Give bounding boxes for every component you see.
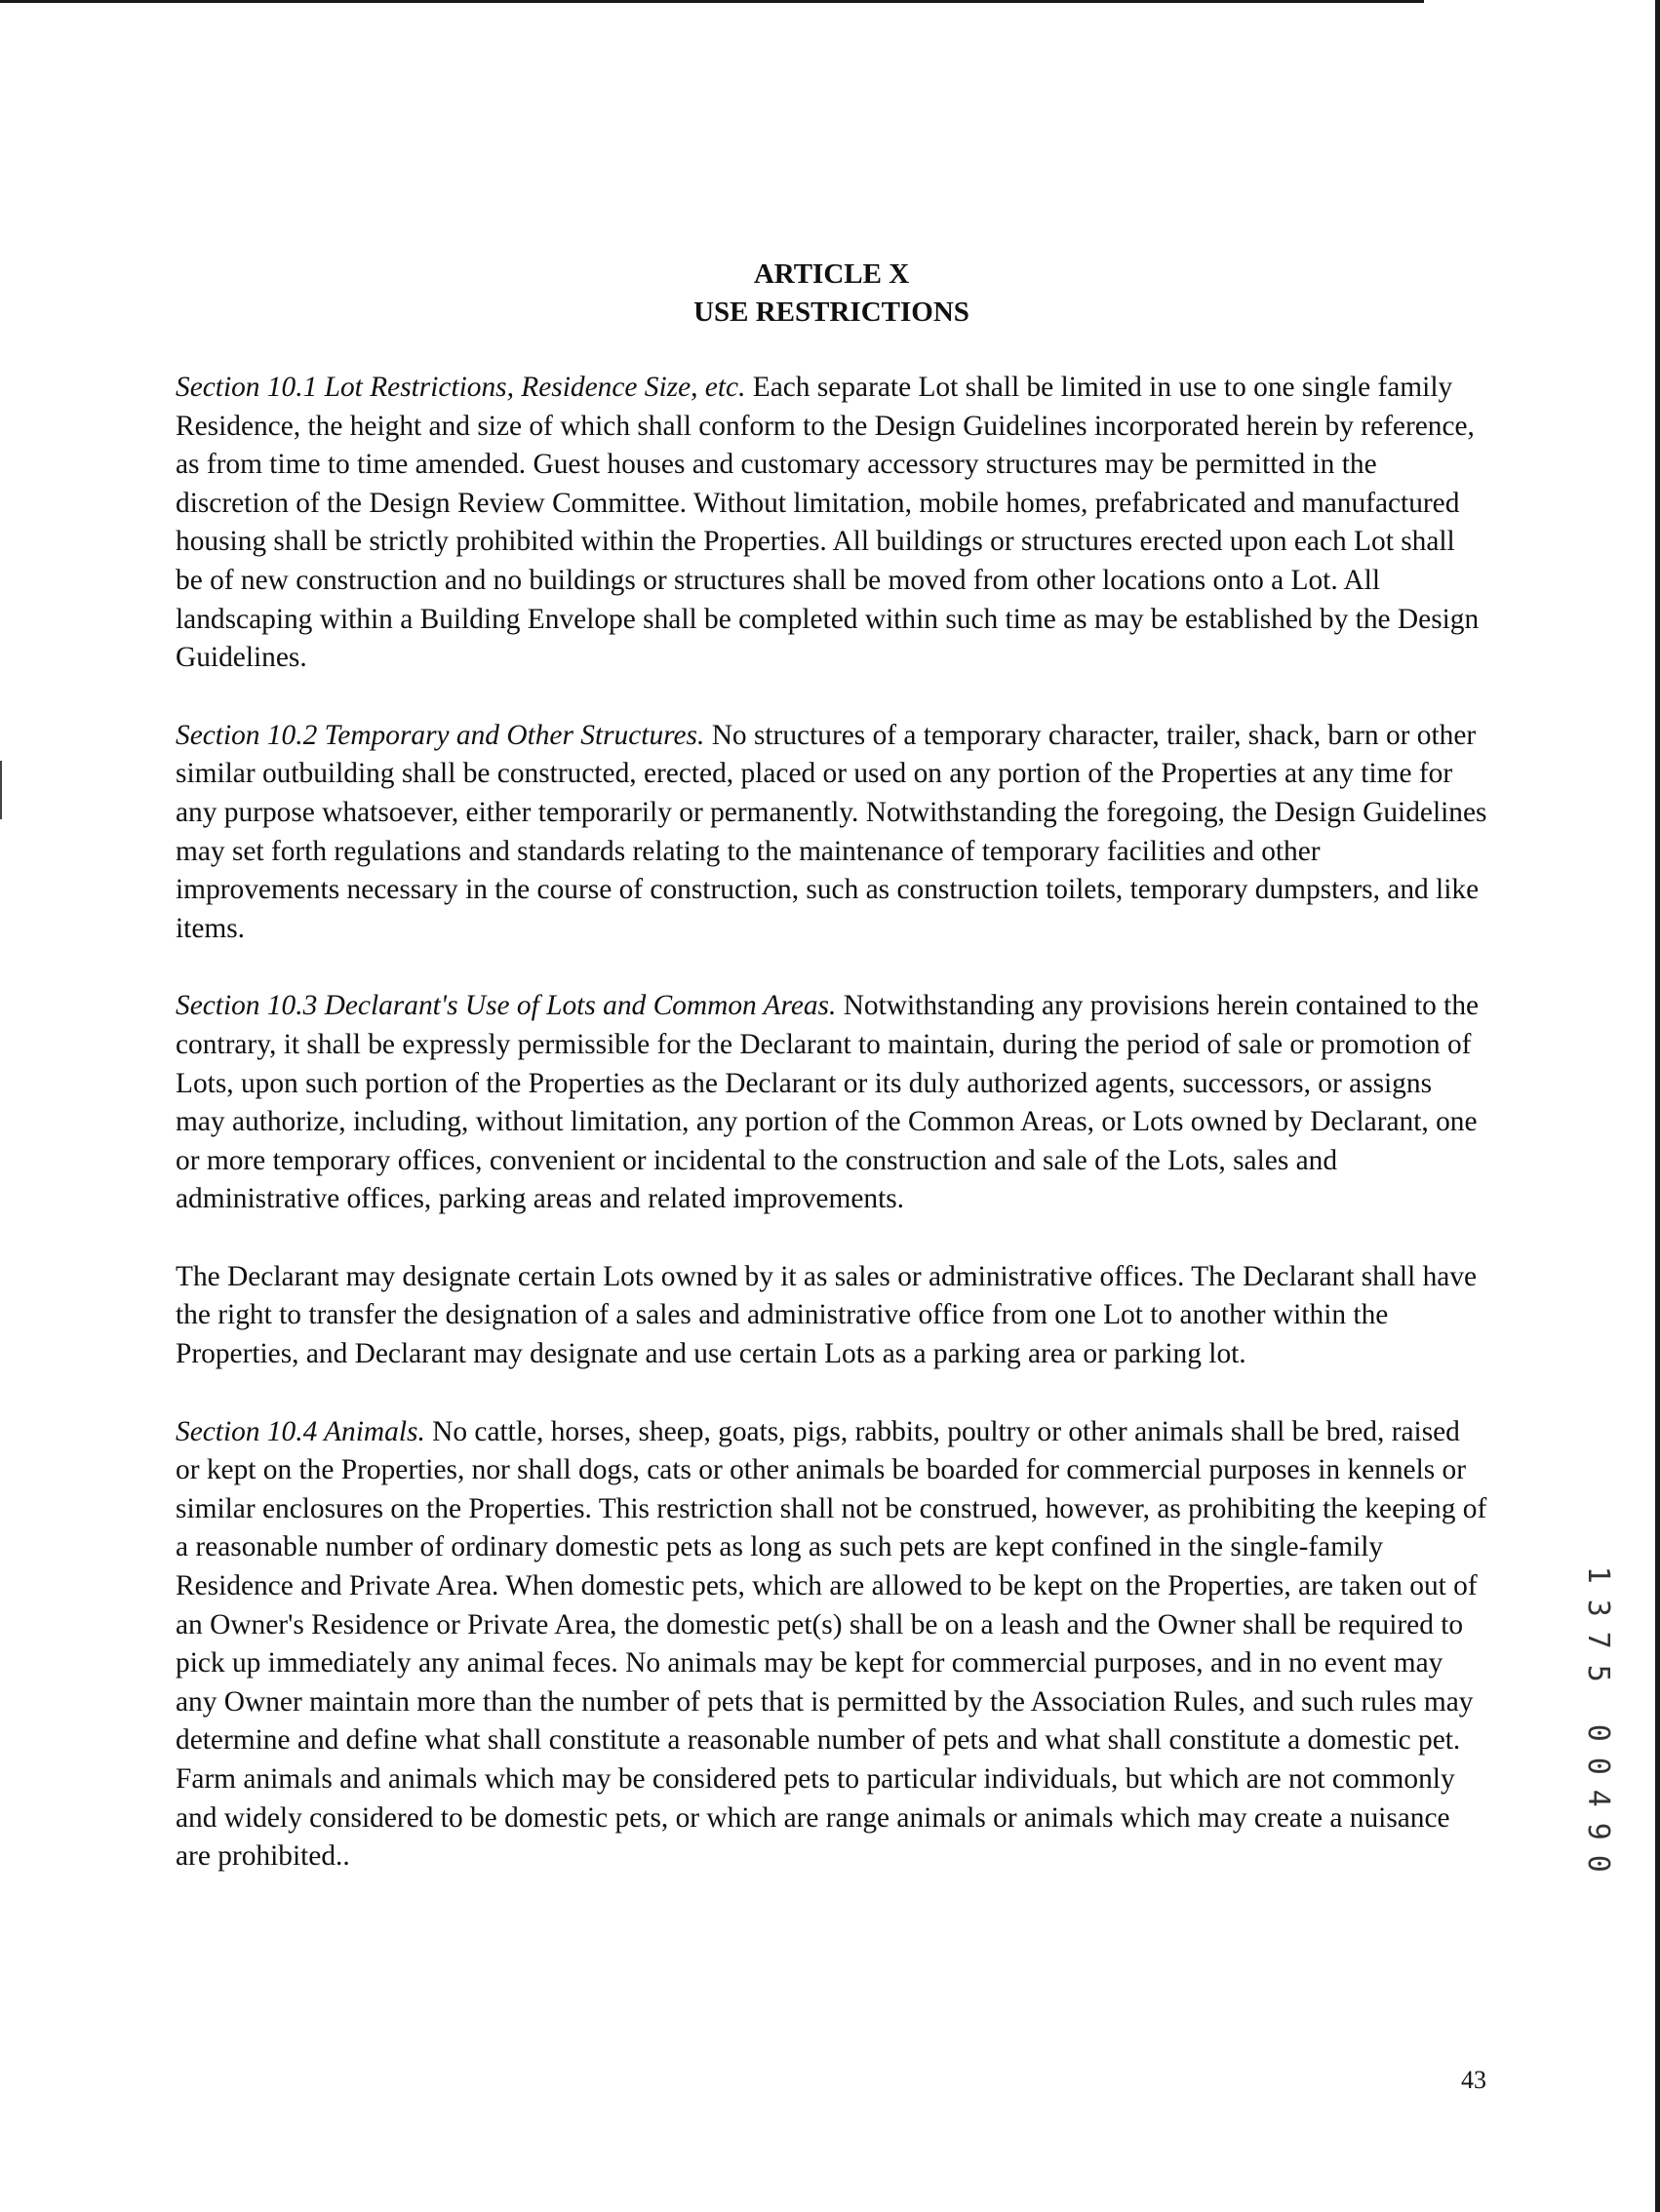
stamp-digit: 9 [1580,1822,1615,1840]
section-body: No structures of a temporary character, trailer, shack, barn or other similar outbuilding shall be constructed, erected, placed or used on any portion of the Properties at any time for any purpose whatsoever, either temporarily or permanently. Notwithstanding the foregoing, the Design Guidelines may set forth regulations and standards relating to the maintenance of temporary facilities and other improvements necessary in the course of construction, such as construction toilets, temporary dumpsters, and like items. [176,719,1487,944]
section-title: Section 10.2 Temporary and Other Structures. [176,719,712,751]
stamp-digit: 0 [1580,1723,1615,1742]
stamp-digit: 0 [1580,1854,1615,1873]
scan-left-mark [0,761,2,819]
scan-right-border [1655,0,1660,2212]
section-10-4 [176,1413,1487,1876]
section-10-1 [176,369,1487,678]
section-title: Section 10.1 Lot Restrictions, Residence Size, etc. [176,372,753,403]
recording-stamp-number [1578,1559,1617,1880]
section-body: Each separate Lot shall be limited in use to one single family Residence, the height and size of which shall conform to the Design Guidelines incorporated herein by reference, as from time to time amended. Guest houses and customary accessory structures may be permitted in the discretion of the Design Review Committee. Without limitation, mobile homes, prefabricated and manufactured housing shall be strictly prohibited within the Properties. All buildings or structures erected upon each Lot shall be of new construction and no buildings or structures shall be moved from other locations onto a Lot. All landscaping within a Building Envelope shall be completed within such time as may be established by the Design Guidelines. [176,372,1480,674]
section-body: No cattle, horses, sheep, goats, pigs, rabbits, poultry or other animals shall be bred, raised or kept on the Properties, nor shall dogs, cats or other animals be boarded for commercial purposes in kennels or similar enclosures on the Properties. This restriction shall not be construed, however, as prohibiting the keeping of a reasonable number of ordinary domestic pets as long as such pets are kept confined in the single-family Residence and Private Area. When domestic pets, which are allowed to be kept on the Properties, are taken out of an Owner's Residence or Private Area, the domestic pet(s) shall be on a leash and the Owner shall be required to pick up immediately any animal feces. No animals may be kept for commercial purposes, and in no event may any Owner maintain more than the number of pets that is permitted by the Association Rules, and such rules may determine and define what shall constitute a reasonable number of pets and what shall constitute a domestic pet. Farm animals and animals which may be considered pets to particular individuals, but which are not commonly and widely considered to be domestic pets, or which are range animals or animals which may create a nuisance are prohibited.. [176,1415,1487,1873]
document-page [176,256,1487,1916]
article-title: USE RESTRICTIONS [693,296,969,328]
stamp-digit: 7 [1580,1631,1615,1649]
page-number: 43 [1461,2066,1486,2094]
stamp-digit: 1 [1580,1565,1615,1584]
section-body: The Declarant may designate certain Lots owned by it as sales or administrative offices. The Declarant shall have the right to transfer the designation of a sales and administrative office from one Lot to another within the Properties, and Declarant may designate and use certain Lots as a parking area or parking lot. [176,1260,1478,1370]
section-title: Section 10.4 Animals. [176,1415,433,1447]
section-10-3 [176,987,1487,1219]
article-number: ARTICLE X [753,258,910,290]
stamp-digit: 0 [1580,1757,1615,1775]
section-10-2 [176,717,1487,949]
article-heading [176,256,1487,332]
stamp-digit: 4 [1580,1789,1615,1807]
section-title: Section 10.3 Declarant's Use of Lots and Common Areas. [176,990,844,1022]
section-body: Notwithstanding any provisions herein contained to the contrary, it shall be expressly permissible for the Declarant to maintain, during the period of sale or promotion of Lots, upon such portion of the Properties as the Declarant or its duly authorized agents, successors, or assigns may authorize, including, without limitation, any portion of the Common Areas, or Lots owned by Declarant, one or more temporary offices, convenient or incidental to the construction and sale of the Lots, sales and administrative offices, parking areas and related improvements. [176,990,1480,1215]
section-10-3-continued [176,1258,1487,1374]
scan-top-border [0,0,1424,3]
stamp-digit: 5 [1580,1664,1615,1682]
stamp-digit: 3 [1580,1599,1615,1617]
